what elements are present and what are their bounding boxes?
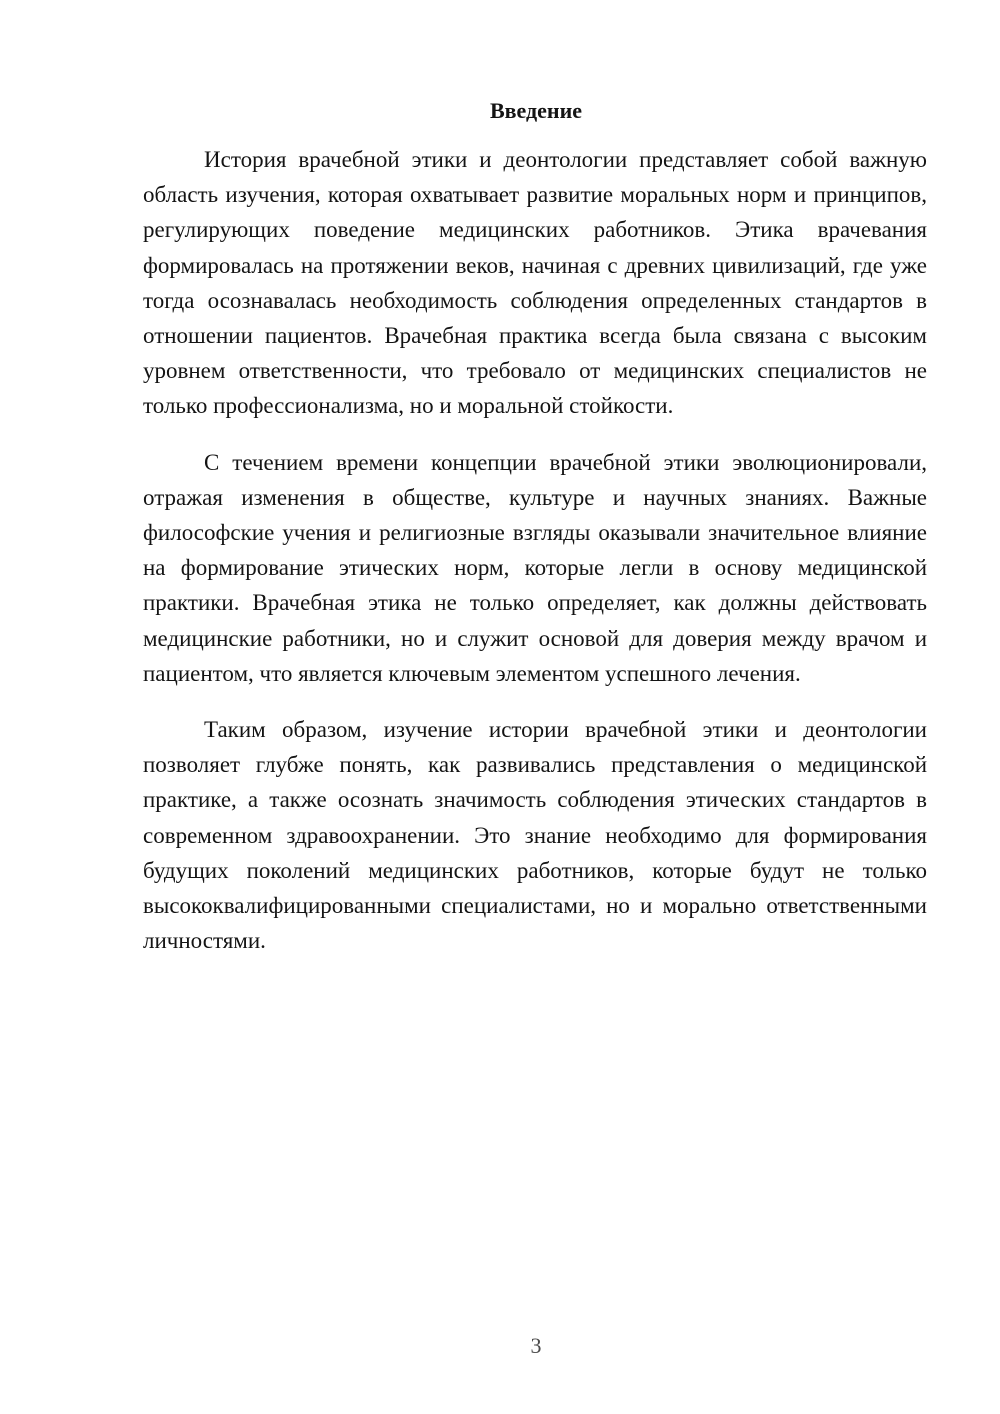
page-number: 3: [530, 1333, 542, 1358]
paragraph-3: Таким образом, изучение истории врачебной этики и деонтологии позволяет глубже понять, как развивались представления о медицинской практике, а также осознать значимость соблюдения этических стандартов в современном здравоохранении. Это знание необходимо для формирования будущих поколений медицинских работников, которые будут не только высококвалифицированными специалистами, но и морально ответственными личностями.: [143, 717, 927, 954]
paragraph-2: С течением времени концепции врачебной этики эволюционировали, отражая изменения в обществе, культуре и научных знаниях. Важные философские учения и религиозные взгляды оказывали значительное влияние на формирование этических норм, которые легли в основу медицинской практики. Врачебная этика не только определяет, как должны действовать медицинские работники, но и служит основой для доверия между врачом и пациентом, что является ключевым элементом успешного лечения.: [143, 449, 927, 686]
section-heading: Введение: [489, 98, 583, 123]
body-text: [143, 142, 927, 958]
paragraph-1: История врачебной этики и деонтологии представляет собой важную область изучения, которая охватывает развитие моральных норм и принципов, регулирующих поведение медицинских работников. Этика врачевания формировалась на протяжении веков, начиная с древних цивилизаций, где уже тогда осознавалась необходимость соблюдения определенных стандартов в отношении пациентов. Врачебная практика всегда была связана с высоким уровнем ответственности, что требовало от медицинских специалистов не только профессионализма, но и моральной стойкости.: [143, 147, 927, 419]
